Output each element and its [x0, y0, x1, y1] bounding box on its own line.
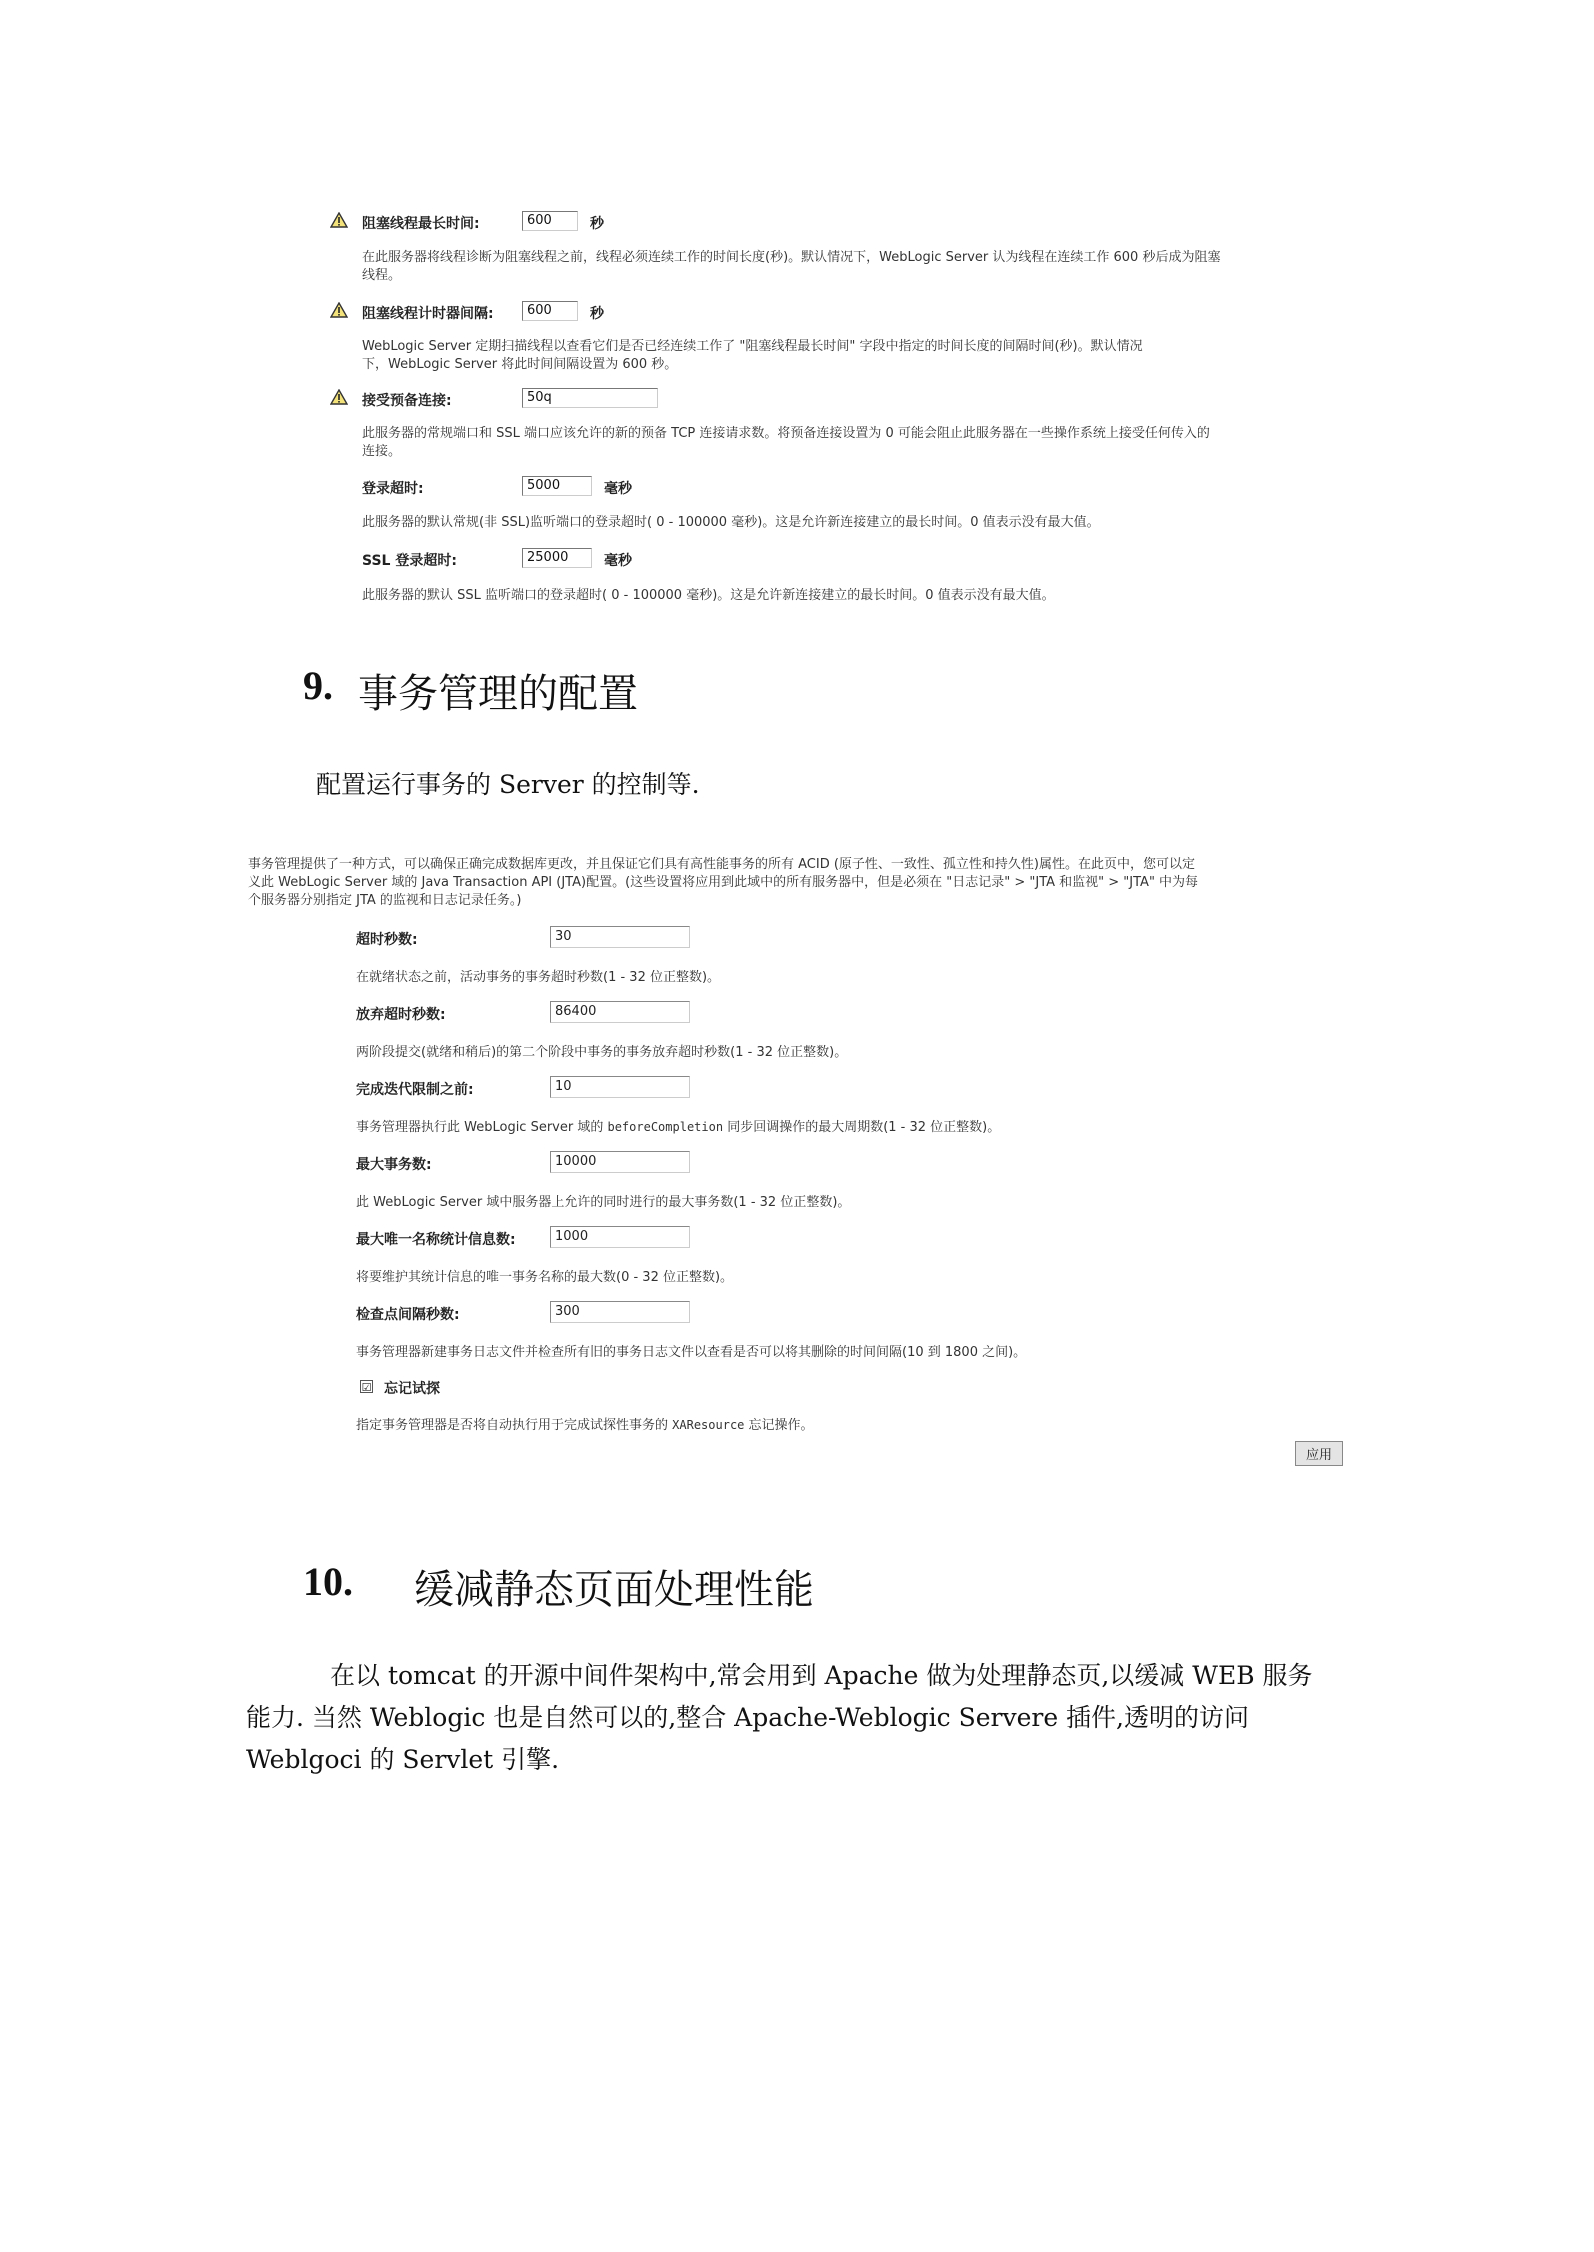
description-text: 事务管理器执行此 WebLogic Server 域的 — [356, 1120, 608, 1135]
field-label: 完成迭代限制之前: — [356, 1082, 474, 1098]
warning-icon — [330, 212, 348, 228]
ssl-login-timeout-input[interactable]: 25000 — [522, 548, 592, 568]
description-text: 同步回调操作的最大周期数(1 - 32 位正整数)。 — [723, 1120, 1001, 1135]
description-line: WebLogic Server 定期扫描线程以查看它们是否已经连续工作了 "阻塞线程最长时间" 字段中指定的时间长度的间隔时间(秒)。默认情况 — [362, 339, 1143, 354]
field-label: 最大事务数: — [356, 1157, 432, 1173]
timeout-seconds-input[interactable]: 30 — [550, 926, 690, 948]
section-title: 缓减静态页面处理性能 — [414, 1567, 814, 1613]
field-description — [356, 1116, 1000, 1135]
section-title: 事务管理的配置 — [358, 671, 638, 717]
field-label: 接受预备连接: — [362, 393, 452, 409]
warning-icon — [330, 389, 348, 405]
code-term: XAResource — [672, 1418, 745, 1432]
field-description — [356, 1414, 814, 1433]
section-number: 10. — [303, 1559, 353, 1604]
accept-backlog-input[interactable]: 50q — [522, 388, 658, 408]
checkpoint-interval-input[interactable]: 300 — [550, 1301, 690, 1323]
field-description — [362, 249, 1220, 285]
field-description — [362, 425, 1210, 461]
field-label: 最大唯一名称统计信息数: — [356, 1232, 516, 1248]
description-line: 在此服务器将线程诊断为阻塞线程之前，线程必须连续工作的时间长度(秒)。默认情况下，WebLogic Server 认为线程在连续工作 600 秒后成为阻塞 — [362, 250, 1221, 265]
field-description — [362, 514, 1100, 532]
description-text: 忘记操作。 — [744, 1418, 814, 1433]
field-label: 放弃超时秒数: — [356, 1007, 446, 1023]
field-description — [362, 338, 1143, 374]
checkbox-label: 忘记试探 — [384, 1381, 440, 1397]
field-description — [362, 587, 1055, 605]
description-line: 线程。 — [362, 268, 402, 283]
description-text: 指定事务管理器是否将自动执行用于完成试探性事务的 — [356, 1418, 673, 1433]
section-10-paragraph — [246, 1655, 1351, 1781]
intro-line: 个服务器分别指定 JTA 的监视和日志记录任务。) — [248, 893, 522, 908]
description-line: 此服务器的默认常规(非 SSL)监听端口的登录超时( 0 - 100000 毫秒)。这是允许新连接建立的最长时间。0 值表示没有最大值。 — [362, 515, 1100, 530]
field-description: 事务管理器新建事务日志文件并检查所有旧的事务日志文件以查看是否可以将其删除的时间间隔(10 到 1800 之间)。 — [356, 1345, 1027, 1360]
before-completion-limit-input[interactable]: 10 — [550, 1076, 690, 1098]
apply-button[interactable]: 应用 — [1295, 1441, 1343, 1466]
unit-label: 毫秒 — [604, 481, 632, 497]
code-term: beforeCompletion — [607, 1120, 724, 1134]
field-description: 此 WebLogic Server 域中服务器上允许的同时进行的最大事务数(1 - 32 位正整数)。 — [356, 1195, 851, 1210]
section-number: 9. — [303, 663, 333, 708]
field-label: 超时秒数: — [356, 932, 418, 948]
description-line: 此服务器的常规端口和 SSL 端口应该允许的新的预备 TCP 连接请求数。将预备连接设置为 0 可能会阻止此服务器在一些操作系统上接受任何传入的 — [362, 426, 1210, 441]
paragraph-line: Weblgoci 的 Servlet 引擎. — [246, 1745, 560, 1774]
field-description: 将要维护其统计信息的唯一事务名称的最大数(0 - 32 位正整数)。 — [356, 1270, 734, 1285]
field-label: 检查点间隔秒数: — [356, 1307, 460, 1323]
stuck-thread-max-time-input[interactable]: 600 — [522, 211, 578, 231]
unit-label: 秒 — [590, 306, 604, 322]
max-transactions-input[interactable]: 10000 — [550, 1151, 690, 1173]
unit-label: 毫秒 — [604, 553, 632, 569]
jta-intro — [248, 856, 1198, 910]
description-line: 下，WebLogic Server 将此时间间隔设置为 600 秒。 — [362, 357, 678, 372]
field-label: SSL 登录超时: — [362, 553, 457, 569]
intro-line: 义此 WebLogic Server 域的 Java Transaction API (JTA)配置。(这些设置将应用到此域中的所有服务器中，但是必须在 "日志记录" > "JTA 和监视" > "JTA" 中为每 — [248, 875, 1199, 890]
paragraph-line: 能力. 当然 Weblogic 也是自然可以的,整合 Apache-Weblogic Servere 插件,透明的访问 — [246, 1703, 1250, 1732]
unit-label: 秒 — [590, 216, 604, 232]
description-line: 连接。 — [362, 444, 402, 459]
warning-icon — [330, 302, 348, 318]
stuck-thread-timer-interval-input[interactable]: 600 — [522, 301, 578, 321]
field-label: 阻塞线程最长时间: — [362, 216, 480, 232]
field-label: 登录超时: — [362, 481, 424, 497]
paragraph-line: 在以 tomcat 的开源中间件架构中,常会用到 Apache 做为处理静态页,以缓减 WEB 服务 — [330, 1661, 1313, 1690]
forget-heuristics-checkbox[interactable]: ☑ — [361, 1381, 372, 1394]
intro-line: 事务管理提供了一种方式，可以确保正确完成数据库更改，并且保证它们具有高性能事务的所有 ACID (原子性、一致性、孤立性和持久性)属性。在此页中，您可以定 — [248, 857, 1195, 872]
abandon-timeout-input[interactable]: 86400 — [550, 1001, 690, 1023]
field-description: 在就绪状态之前，活动事务的事务超时秒数(1 - 32 位正整数)。 — [356, 970, 721, 985]
description-line: 此服务器的默认 SSL 监听端口的登录超时( 0 - 100000 毫秒)。这是允许新连接建立的最长时间。0 值表示没有最大值。 — [362, 588, 1055, 603]
field-label: 阻塞线程计时器间隔: — [362, 306, 494, 322]
section-9-paragraph: 配置运行事务的 Server 的控制等. — [316, 770, 700, 799]
login-timeout-input[interactable]: 5000 — [522, 476, 592, 496]
max-unique-name-stats-input[interactable]: 1000 — [550, 1226, 690, 1248]
field-description: 两阶段提交(就绪和稍后)的第二个阶段中事务的事务放弃超时秒数(1 - 32 位正整数)。 — [356, 1045, 848, 1060]
